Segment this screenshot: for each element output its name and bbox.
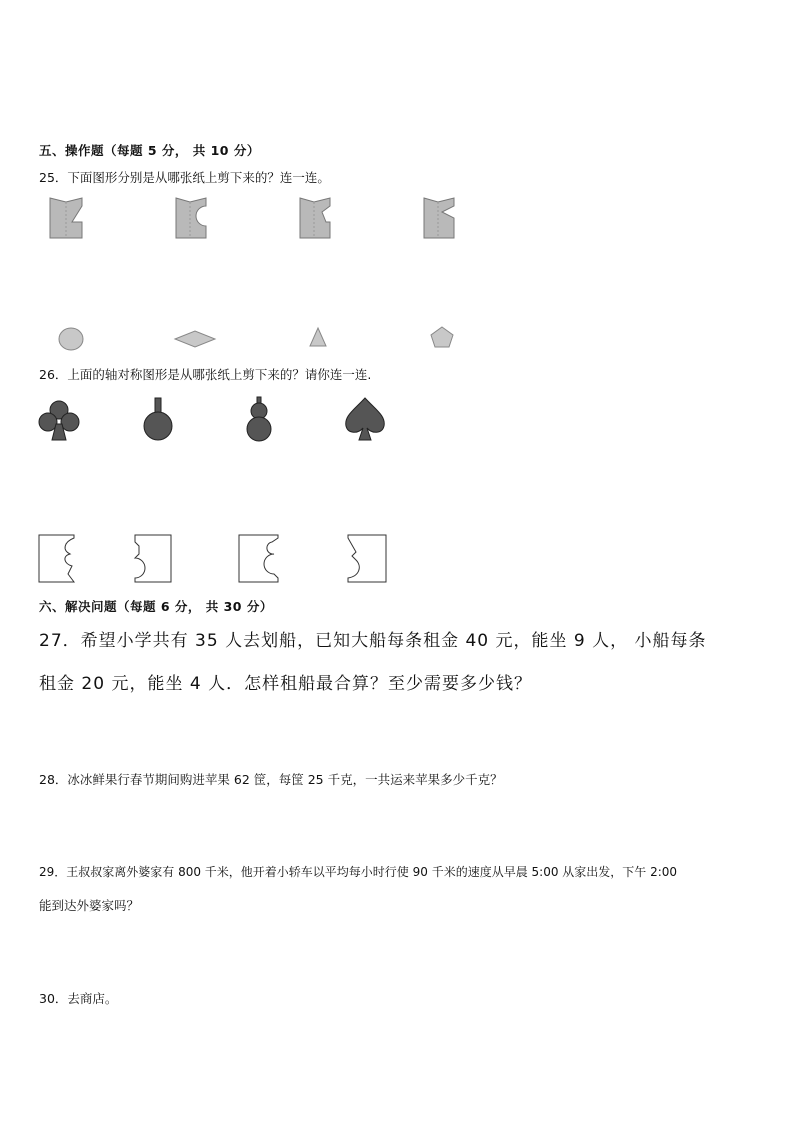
- triangle-shape[interactable]: [308, 326, 328, 348]
- flask-figure[interactable]: [140, 396, 176, 444]
- folded-paper-3[interactable]: [298, 194, 334, 240]
- question-26-text: 26．上面的轴对称图形是从哪张纸上剪下来的？请你连一连.: [39, 367, 372, 382]
- question-28-text: 28．冰冰鲜果行春节期间购进苹果 62 筐，每筐 25 千克，一共运来苹果多少千克？: [39, 772, 503, 787]
- cut-paper-3[interactable]: [238, 534, 280, 584]
- cut-paper-2[interactable]: [133, 534, 173, 584]
- section-5-title: 五、操作题（每题 5 分， 共 10 分）: [39, 143, 260, 158]
- question-29-line-2: 能到达外婆家吗？: [39, 898, 140, 913]
- gourd-figure[interactable]: [244, 396, 274, 444]
- circle-shape[interactable]: [58, 326, 84, 352]
- section-6-title: 六、解决问题（每题 6 分， 共 30 分）: [39, 599, 273, 614]
- question-27-line-1: 27．希望小学共有 35 人去划船，已知大船每条租金 40 元，能坐 9 人， 小船每条: [39, 631, 707, 651]
- rhombus-shape[interactable]: [174, 329, 216, 349]
- question-25-text: 25．下面图形分别是从哪张纸上剪下来的？连一连。: [39, 170, 330, 185]
- cut-paper-4[interactable]: [346, 534, 388, 584]
- question-29-line-1: 29．王叔叔家离外婆家有 800 千米，他开着小轿车以平均每小时行使 90 千米的速度从早晨 5:00 从家出发，下午 2:00: [39, 865, 678, 879]
- folded-paper-1[interactable]: [48, 194, 84, 240]
- spade-figure[interactable]: [342, 396, 388, 444]
- club-figure[interactable]: [36, 398, 82, 444]
- folded-paper-4[interactable]: [422, 194, 458, 240]
- folded-paper-2[interactable]: [174, 194, 210, 240]
- pentagon-shape[interactable]: [430, 326, 454, 348]
- question-30-text: 30．去商店。: [39, 991, 118, 1006]
- question-27-line-2: 租金 20 元，能坐 4 人．怎样租船最合算？至少需要多少钱？: [39, 674, 533, 694]
- cut-paper-1[interactable]: [38, 534, 76, 584]
